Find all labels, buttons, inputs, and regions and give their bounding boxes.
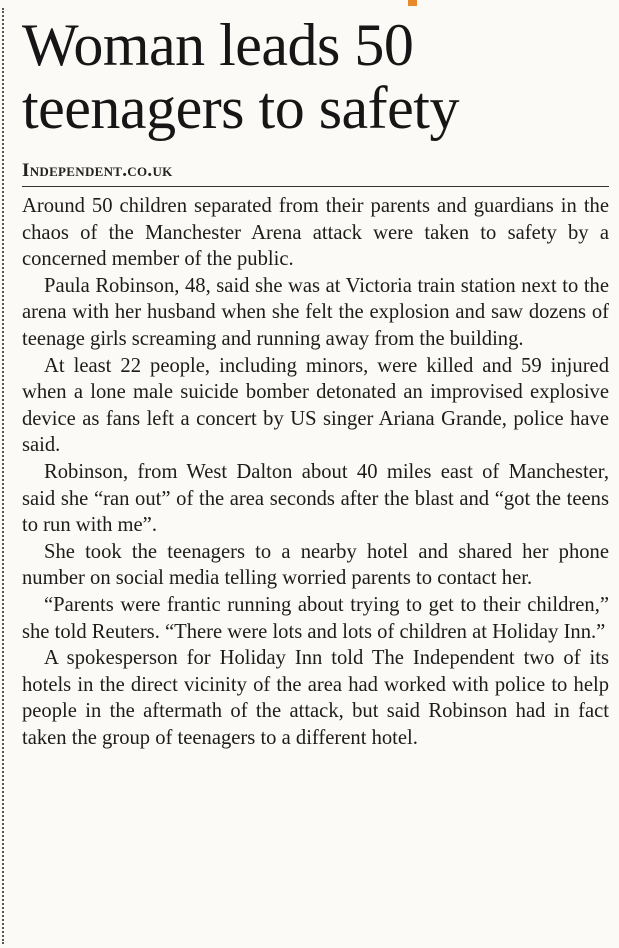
paragraph-5: She took the teenagers to a nearby hotel and shared her phone number on social media telling worried parents to contact her. — [22, 540, 609, 590]
paragraph-1: Around 50 children separated from their parents and guardians in the chaos of the Manchester Arena attack were taken to safety by a concerned member of the public. — [22, 195, 609, 271]
dotted-column-rule — [2, 8, 4, 944]
source-line — [22, 160, 609, 187]
paragraph-2: Paula Robinson, 48, said she was at Victoria train station next to the arena with her husband when she felt the explosion and saw dozens of teenage girls screaming and running away from the building. — [22, 274, 609, 350]
paragraph-6: “Parents were frantic running about trying to get to their children,” she told Reuters. “There were lots and lots of children at Holiday Inn.” — [22, 593, 609, 643]
article-body — [22, 193, 609, 751]
paragraph-3: At least 22 people, including minors, were killed and 59 injured when a lone male suicide bomber detonated an improvised explosive device as fans left a concert by US singer Ariana Grande, police have said. — [22, 354, 609, 457]
top-accent-mark — [408, 0, 417, 6]
headline: Woman leads 50 teenagers to safety — [22, 12, 459, 141]
source-credit: Independent.co.uk — [22, 160, 173, 181]
news-article — [22, 14, 609, 751]
paragraph-4: Robinson, from West Dalton about 40 miles east of Manchester, said she “ran out” of the area seconds after the blast and “got the teens to run with me”. — [22, 460, 609, 537]
paragraph-7: A spokesperson for Holiday Inn told The Independent two of its hotels in the direct vicinity of the area had worked with police to help people in the aftermath of the attack, but said Robinson had in fact taken the group of teenagers to a different hotel. — [22, 647, 609, 749]
